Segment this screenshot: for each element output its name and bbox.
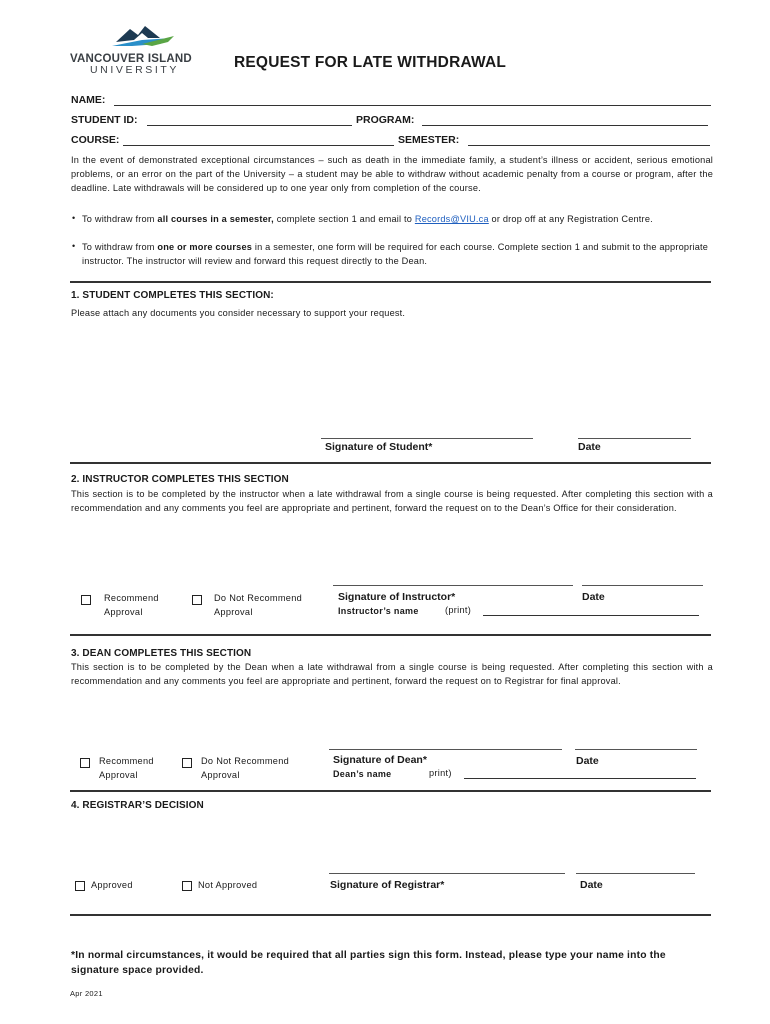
section4-heading: 4. REGISTRAR’S DECISION: [71, 800, 204, 811]
registrar-date-line[interactable]: [576, 873, 695, 874]
instructor-date-line[interactable]: [582, 585, 703, 586]
not-approved-label: Not Approved: [198, 880, 258, 890]
instructor-date-label: Date: [582, 591, 605, 603]
student-id-label: STUDENT ID:: [71, 114, 138, 126]
viu-logo-icon: [112, 22, 192, 50]
dean-date-line[interactable]: [575, 749, 697, 750]
bullet-dot: •: [72, 241, 76, 251]
program-field[interactable]: [422, 125, 708, 126]
dean-signature-label: Signature of Dean*: [333, 754, 427, 766]
dean-date-label: Date: [576, 755, 599, 767]
not-approved-checkbox[interactable]: [182, 881, 192, 891]
logo-name-line2: UNIVERSITY: [90, 64, 180, 76]
student-date-line[interactable]: [578, 438, 691, 439]
course-label: COURSE:: [71, 134, 120, 146]
divider: [70, 914, 711, 916]
instructor-recommend-label: Recommend Approval: [104, 593, 159, 617]
section2-text: This section is to be completed by the instructor when a late withdrawal from a single course is being requested. After completing this section with a recommendation and any comments you feel are appropriate and pertinent, forward the request on to the Dean’s Office for their consideration.: [71, 489, 713, 513]
intro-paragraph: In the event of demonstrated exceptional circumstances – such as death in the immediate family, a student’s illness or accident, serious emotional problems, or an error on the part of the University – a student may be able to withdraw without academic penalty from a course or program, after the deadline. Late withdrawals will be considered up to one year only from completion of the course.: [71, 155, 713, 193]
footer-date: Apr 2021: [70, 989, 103, 998]
name-label: NAME:: [71, 94, 106, 106]
dean-recommend-label: Recommend Approval: [99, 756, 154, 780]
divider: [70, 281, 711, 283]
instructor-not-recommend-label: Do Not Recommend Approval: [214, 593, 303, 617]
semester-label: SEMESTER:: [398, 134, 460, 146]
dean-name-field[interactable]: [464, 778, 696, 779]
records-email-link[interactable]: Records@VIU.ca: [414, 214, 489, 224]
semester-field[interactable]: [468, 145, 710, 146]
name-field[interactable]: [114, 105, 711, 106]
instructor-name-label: Instructor’s name: [338, 606, 419, 616]
section2-heading: 2. INSTRUCTOR COMPLETES THIS SECTION: [71, 474, 289, 485]
program-label: PROGRAM:: [356, 114, 415, 126]
section3-text: This section is to be completed by the Dean when a late withdrawal from a single course is being requested. After completing this section with a recommendation and any comments you feel are appropriate and pertinent, forward the request on to Registrar for final approval.: [71, 662, 713, 686]
section3-heading: 3. DEAN COMPLETES THIS SECTION: [71, 648, 252, 659]
instructor-print-label: (print): [445, 605, 472, 615]
divider: [70, 462, 711, 464]
page-title: REQUEST FOR LATE WITHDRAWAL: [234, 54, 507, 71]
registrar-signature-line[interactable]: [329, 873, 565, 874]
dean-recommend-checkbox[interactable]: [80, 758, 90, 768]
instructor-not-recommend-checkbox[interactable]: [192, 595, 202, 605]
dean-signature-line[interactable]: [329, 749, 562, 750]
instructor-recommend-checkbox[interactable]: [81, 595, 91, 605]
bullet-all-courses: To withdraw from all courses in a semester, complete section 1 and email to Records@VIU.ca or drop off at any Registration Centre.: [82, 214, 653, 224]
course-field[interactable]: [123, 145, 394, 146]
footnote: *In normal circumstances, it would be required that all parties sign this form. Instead, please type your name into the signature space provided.: [71, 950, 666, 976]
approved-checkbox[interactable]: [75, 881, 85, 891]
student-id-field[interactable]: [147, 125, 352, 126]
student-signature-line[interactable]: [321, 438, 533, 439]
divider: [70, 634, 711, 636]
registrar-signature-label: Signature of Registrar*: [330, 879, 445, 891]
logo-name-line1: VANCOUVER ISLAND: [70, 53, 192, 65]
student-signature-label: Signature of Student*: [325, 441, 433, 453]
dean-print-label: print): [429, 768, 452, 778]
bullet-dot: •: [72, 213, 76, 223]
section1-heading: 1. STUDENT COMPLETES THIS SECTION:: [71, 290, 274, 301]
dean-name-label: Dean’s name: [333, 769, 392, 779]
registrar-date-label: Date: [580, 879, 603, 891]
instructor-signature-line[interactable]: [333, 585, 573, 586]
section1-text: Please attach any documents you consider necessary to support your request.: [71, 308, 406, 318]
instructor-signature-label: Signature of Instructor*: [338, 591, 456, 603]
divider: [70, 790, 711, 792]
approved-label: Approved: [91, 880, 133, 890]
student-date-label: Date: [578, 441, 601, 453]
instructor-name-field[interactable]: [483, 615, 699, 616]
dean-not-recommend-label: Do Not Recommend Approval: [201, 756, 290, 780]
bullet-one-or-more: To withdraw from one or more courses in a semester, one form will be required for each course. Complete section 1 and submit to the appropriate instructor. The instructor will review and forward this request directly to the Dean.: [82, 242, 709, 266]
dean-not-recommend-checkbox[interactable]: [182, 758, 192, 768]
